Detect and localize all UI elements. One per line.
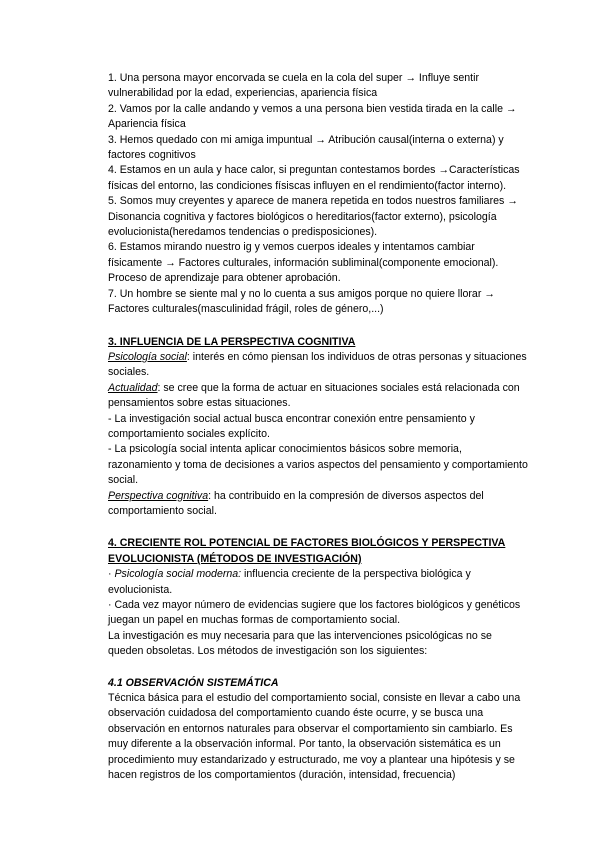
section-4-1-heading: 4.1 OBSERVACIÓN SISTEMÁTICA	[108, 676, 279, 689]
list-item: 6. Estamos mirando nuestro ig y vemos cuerpos ideales y intentamos cambiar físicamente → Factores culturales, información subliminal(componente emocional). Proceso de aprendizaje para obtener aprobación.	[108, 241, 499, 285]
bullet-marker: ·	[108, 568, 115, 581]
section-3-paragraph: - La investigación social actual busca encontrar conexión entre pensamiento y comportamiento sociales explícito.	[108, 412, 475, 440]
list-item: 2. Vamos por la calle andando y vemos a una persona bien vestida tirada en la calle → Apariencia física	[108, 102, 517, 131]
term-psicologia-social-moderna: Psicología social moderna:	[114, 568, 242, 581]
list-item: 5. Somos muy creyentes y aparece de manera repetida en todos nuestros familiares → Disonancia cognitiva y factores biológicos o hereditarios(factor externo), psicología evolucionista(heredamos tendencias o predisposiciones).	[108, 195, 518, 239]
list-item: 1. Una persona mayor encorvada se cuela en la cola del super → Influye sentir vulnerabilidad por la edad, experiencias, apariencia física	[108, 72, 479, 100]
section-4-1-paragraph: Técnica básica para el estudio del comportamiento social, consiste en llevar a cabo una observación cuidadosa del comportamiento cuando éste ocurre, y se busca una observación en entornos naturales para observar el comportamiento sin cambiarlo. Es muy diferente a la observación informal. Por tanto, la observación sistemática es un procedimiento muy estandarizado y estructurado, me voy a plantear una hipótesis y se hacen registros de los comportamientos (duración, intensidad, frecuencia)	[108, 692, 521, 782]
section-3-paragraph	[108, 489, 528, 520]
section-3-paragraph: - La psicología social intenta aplicar conocimientos básicos sobre memoria, razonamiento y toma de decisiones a varios aspectos del pensamiento y comportamiento social.	[108, 443, 528, 487]
section-4	[108, 536, 528, 659]
definition-text: : ha contribuido en la compresión de diversos aspectos del comportamiento social.	[108, 489, 484, 517]
section-4-paragraph: La investigación es muy necesaria para que las intervenciones psicológicas no se queden obsoletas. Los métodos de investigación son los siguientes:	[108, 629, 492, 658]
section-3-heading: 3. INFLUENCIA DE LA PERSPECTIVA COGNITIVA	[108, 335, 356, 348]
section-3-paragraph	[108, 350, 528, 381]
list-item: 3. Hemos quedado con mi amiga impuntual → Atribución causal(interna o externa) y factores cognitivos	[108, 133, 504, 162]
section-4-bullet	[108, 567, 528, 598]
section-4-heading: 4. CRECIENTE ROL POTENCIAL DE FACTORES BIOLÓGICOS Y PERSPECTIVA EVOLUCIONISTA (MÉTODOS DE INVESTIGACIÓN)	[108, 537, 506, 565]
section-3	[108, 335, 528, 520]
list-item: 7. Un hombre se siente mal y no lo cuenta a sus amigos porque no quiere llorar → Factores culturales(masculinidad frágil, roles de género,...)	[108, 287, 495, 316]
examples-list	[108, 71, 528, 318]
term-perspectiva-cognitiva: Perspectiva cognitiva	[108, 489, 209, 502]
definition-text: : interés en cómo piensan los individuos de otras personas y situaciones sociales.	[108, 350, 527, 379]
section-4-bullet: · Cada vez mayor número de evidencias sugiere que los factores biológicos y genéticos juegan un papel en muchas formas de comportamiento social.	[108, 599, 521, 627]
section-3-paragraph	[108, 381, 528, 412]
term-actualidad: Actualidad	[108, 381, 158, 394]
list-item: 4. Estamos en un aula y hace calor, si preguntan contestamos bordes →Características físicas del entorno, las condiciones físiscas influyen en el rendimiento(factor interno).	[108, 164, 520, 192]
document-page	[108, 71, 528, 783]
definition-text: : se cree que la forma de actuar en situaciones sociales está relacionada con pensamientos sobre estas situaciones.	[108, 381, 520, 410]
term-psicologia-social: Psicología social	[108, 350, 187, 363]
definition-text: influencia creciente de la perspectiva biológica y evolucionista.	[108, 568, 471, 596]
section-4-1	[108, 676, 528, 784]
